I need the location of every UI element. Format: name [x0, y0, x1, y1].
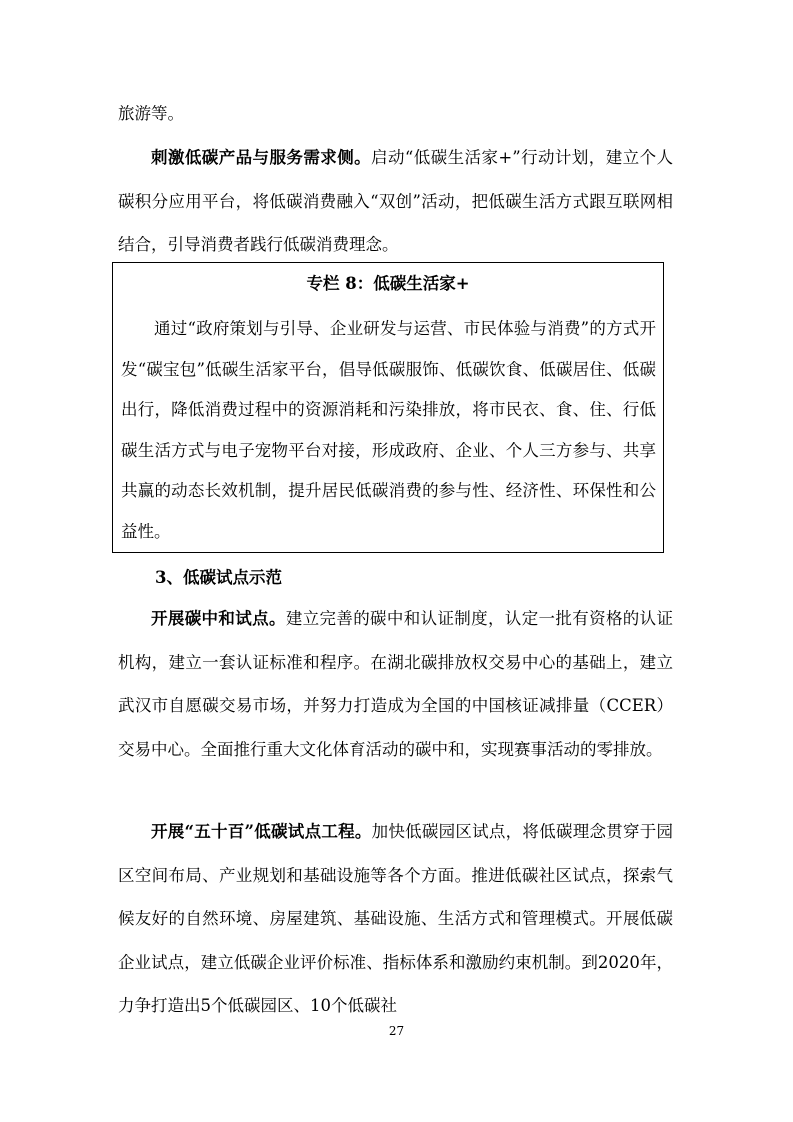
paragraph-lead: 刺激低碳产品与服务需求侧。 — [151, 148, 372, 167]
paragraph-body: 加快低碳园区试点，将低碳理念贯穿于园区空间布局、产业规划和基础设施等各个方面。推进低碳社区试点，探索气候友好的自然环境、房屋建筑、基础设施、生活方式和管理模式。开展低碳企业试点，建立低碳企业评价标准、指标体系和激励约束机制。到2020年，力争打造出5个低碳园区、10个低碳社 — [118, 822, 674, 1015]
column-box-body: 通过“政府策划与引导、企业研发与运营、市民体验与消费”的方式开发“碳宝包”低碳生活家平台，倡导低碳服饰、低碳饮食、低碳居住、低碳出行，降低消费过程中的资源消耗和污染排放，将市民衣、食、住、行低碳生活方式与电子宠物平台对接，形成政府、企业、个人三方参与、共享共赢的动态长效机制，提升居民低碳消费的参与性、经济性、环保性和公益性。 — [121, 319, 656, 541]
paragraph-fifty-ten-hundred — [118, 810, 673, 1028]
column-box-title: 专栏 8：低碳生活家+ — [306, 274, 470, 293]
paragraph-lead: 开展碳中和试点。 — [151, 609, 286, 628]
paragraph-continuation: 旅游等。 — [118, 104, 184, 123]
paragraph-lead: 开展“五十百”低碳试点工程。 — [151, 822, 372, 841]
section-heading: 3、低碳试点示范 — [155, 568, 282, 587]
paragraph-body: 建立完善的碳中和认证制度，认定一批有资格的认证机构，建立一套认证标准和程序。在湖北碳排放权交易中心的基础上，建立武汉市自愿碳交易市场，并努力打造成为全国的中国核证减排量（CCER）交易中心。全面推行重大文化体育活动的碳中和，实现赛事活动的零排放。 — [118, 609, 674, 759]
paragraph-carbon-neutral — [118, 597, 673, 771]
column-box — [112, 262, 664, 553]
paragraph-body: 启动“低碳生活家+”行动计划，建立个人碳积分应用平台，将低碳消费融入“双创”活动，把低碳生活方式跟互联网相结合，引导消费者践行低碳消费理念。 — [118, 148, 673, 254]
paragraph-stimulate-demand — [118, 136, 673, 267]
page-number: 27 — [388, 1024, 405, 1038]
